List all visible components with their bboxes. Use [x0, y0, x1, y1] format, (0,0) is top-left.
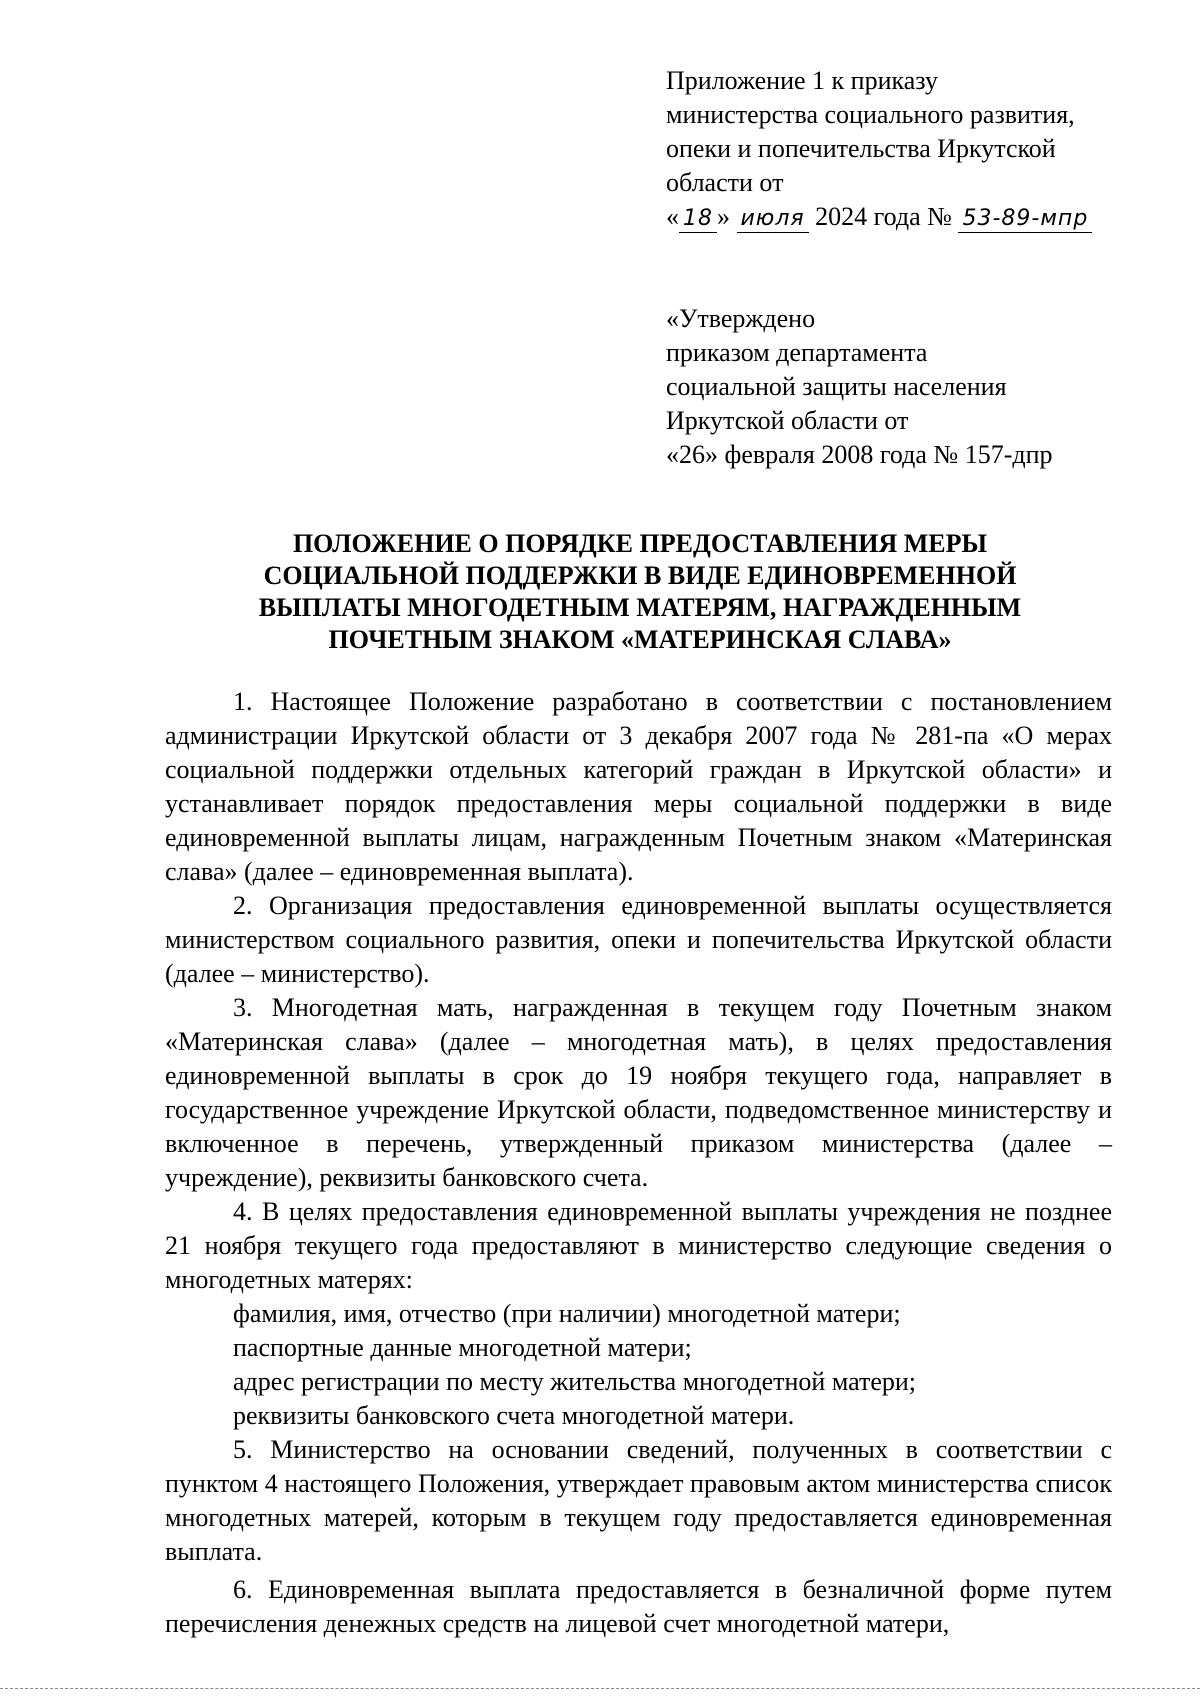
approval-line: социальной защиты населения — [666, 372, 1007, 401]
list-item: реквизиты банковского счета многодетной матери. — [233, 1401, 795, 1430]
appendix-line: Приложение 1 к приказу — [666, 66, 939, 95]
appendix-line: министерства социального развития, — [666, 100, 1075, 129]
title-line: ВЫПЛАТЫ МНОГОДЕТНЫМ МАТЕРЯМ, НАГРАЖДЕННЫМ — [258, 593, 1022, 622]
approval-line: «Утверждено — [666, 304, 816, 333]
appendix-date-line — [666, 200, 1186, 234]
page-bottom-rule — [0, 1688, 1200, 1689]
title-line: ПОЧЕТНЫМ ЗНАКОМ «МАТЕРИНСКАЯ СЛАВА» — [328, 625, 952, 654]
date-year: 2024 года № — [815, 202, 952, 231]
appendix-line: области от — [666, 168, 784, 197]
approval-line: приказом департамента — [666, 338, 928, 367]
paragraph-6: 6. Единовременная выплата предоставляется в безналичной форме путем перечисления денежных средств на лицевой счет многодетной матери, — [165, 1575, 1112, 1638]
list-item: адрес регистрации по месту жительства многодетной матери; — [233, 1367, 916, 1396]
title-line: СОЦИАЛЬНОЙ ПОДДЕРЖКИ В ВИДЕ ЕДИНОВРЕМЕННОЙ — [263, 561, 1017, 590]
title-line: ПОЛОЖЕНИЕ О ПОРЯДКЕ ПРЕДОСТАВЛЕНИЯ МЕРЫ — [292, 529, 988, 558]
document-body — [165, 685, 1112, 1641]
list-item: паспортные данные многодетной матери; — [233, 1333, 692, 1362]
paragraph-4: 4. В целях предоставления единовременной выплаты учреждения не позднее 21 ноября текущего года предоставляют в министерство следующие сведения о многодетных матерях: — [165, 1197, 1112, 1294]
paragraph-2: 2. Организация предоставления единовременной выплаты осуществляется министерством социального развития, опеки и попечительства Иркутской области (далее – министерство). — [165, 891, 1112, 988]
approval-line: Иркутской области от — [666, 406, 909, 435]
date-month: июля — [737, 206, 809, 233]
date-day: 18 — [679, 206, 717, 233]
list-item: фамилия, имя, отчество (при наличии) многодетной матери; — [233, 1299, 901, 1328]
paragraph-5: 5. Министерство на основании сведений, полученных в соответствии с пунктом 4 настоящего Положения, утверждает правовым актом министерства список многодетных матерей, которым в текущем году предоставляется единовременная выплата. — [165, 1435, 1112, 1566]
appendix-block — [666, 64, 1186, 234]
appendix-line: опеки и попечительства Иркутской — [666, 134, 1056, 163]
approval-block — [666, 302, 1186, 472]
approval-line: «26» февраля 2008 года № 157-дпр — [666, 440, 1053, 469]
document-title — [165, 528, 1115, 656]
date-open-quote: « — [666, 202, 679, 231]
paragraph-3: 3. Многодетная мать, награжденная в текущем году Почетным знаком «Материнская слава» (далее – многодетная мать), в целях предоставления единовременной выплаты в срок до 19 ноября текущего года, направляет в государственное учреждение Иркутской области, подведомственное министерству и включенное в перечень, утвержденный приказом министерства (далее – учреждение), реквизиты банковского счета. — [165, 993, 1112, 1192]
order-number: 53-89-мпр — [958, 206, 1092, 233]
date-close-quote: » — [717, 202, 730, 231]
paragraph-1: 1. Настоящее Положение разработано в соответствии с постановлением администрации Иркутской области от 3 декабря 2007 года № 281-па «О мерах социальной поддержки отдельных категорий граждан в Иркутской области» и устанавливает порядок предоставления меры социальной поддержки в виде единовременной выплаты лицам, награжденным Почетным знаком «Материнская слава» (далее – единовременная выплата). — [165, 687, 1112, 886]
